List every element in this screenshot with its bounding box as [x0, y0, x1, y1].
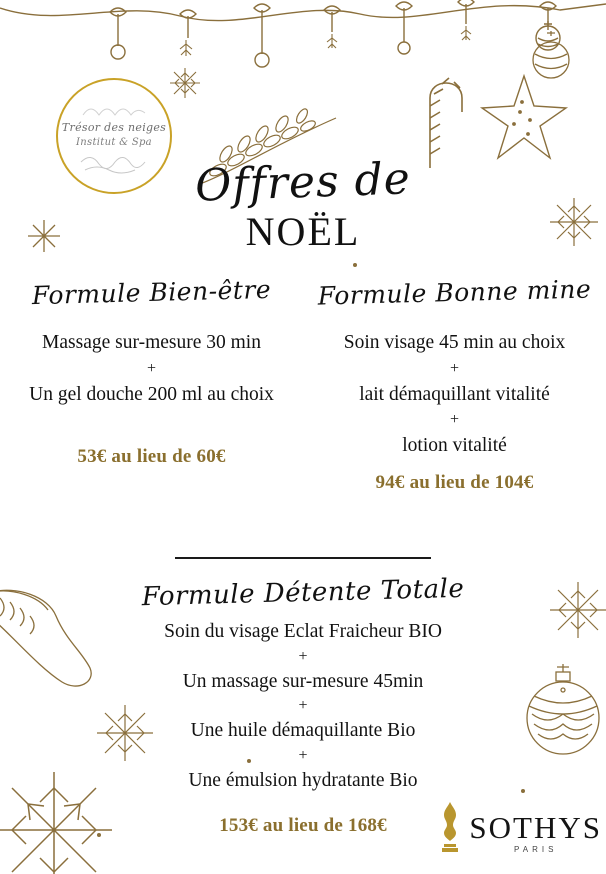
candy-cane-decoration — [412, 58, 472, 170]
offer-price: 53€ au lieu de 60€ — [77, 446, 226, 467]
sothys-subtitle: PARIS — [513, 845, 558, 854]
offer-line: Soin du visage Eclat Fraicheur BIO — [164, 621, 442, 642]
offer-plus: + — [146, 359, 157, 377]
offer-line: lait démaquillant vitalité — [359, 383, 550, 405]
logo-name: Trésor des neiges — [61, 120, 167, 134]
bauble-decoration — [528, 30, 574, 86]
offer-line: Un gel douche 200 ml au choix — [29, 383, 274, 405]
dot-decoration — [352, 262, 358, 268]
title-script-line: Offres de — [194, 153, 412, 212]
offer-bonne-mine — [303, 274, 606, 494]
logo-flourish-icon — [79, 103, 149, 119]
offer-line: lotion vitalité — [402, 435, 507, 456]
offer-price: 153€ au lieu de 168€ — [219, 815, 387, 836]
offer-line: Soin visage 45 min au choix — [343, 332, 566, 353]
snowflake-icon — [168, 66, 202, 100]
offer-plus: + — [298, 697, 308, 714]
offer-detente-totale — [0, 573, 606, 837]
offer-plus: + — [298, 647, 308, 665]
offer-title: Formule Bien-être — [31, 274, 272, 311]
offer-title: Formule Détente Totale — [141, 573, 465, 613]
section-divider — [175, 557, 431, 559]
sothys-brand-logo — [435, 800, 602, 854]
offer-details — [311, 333, 598, 456]
offer-plus: + — [449, 411, 460, 428]
sothys-name: SOTHYS — [469, 809, 602, 845]
logo-subtitle: Institut & Spa — [76, 136, 152, 148]
offer-price: 94€ au lieu de 104€ — [375, 471, 534, 493]
offer-plus: + — [298, 746, 308, 764]
offer-line: Massage sur-mesure 30 min — [42, 332, 261, 353]
offer-details — [0, 622, 606, 790]
offer-plus: + — [449, 359, 460, 377]
offer-title: Formule Bonne mine — [317, 274, 592, 311]
offer-line: Une huile démaquillante Bio — [190, 720, 416, 741]
title-main-line: NOËL — [245, 209, 361, 255]
sothys-emblem-icon — [435, 800, 465, 854]
offer-line: Une émulsion hydratante Bio — [188, 769, 418, 791]
offers-columns — [0, 274, 606, 494]
offer-details — [8, 333, 295, 404]
offer-line: Un massage sur-mesure 45min — [182, 670, 424, 692]
offer-bien-etre — [0, 274, 303, 494]
page-title — [0, 153, 606, 255]
